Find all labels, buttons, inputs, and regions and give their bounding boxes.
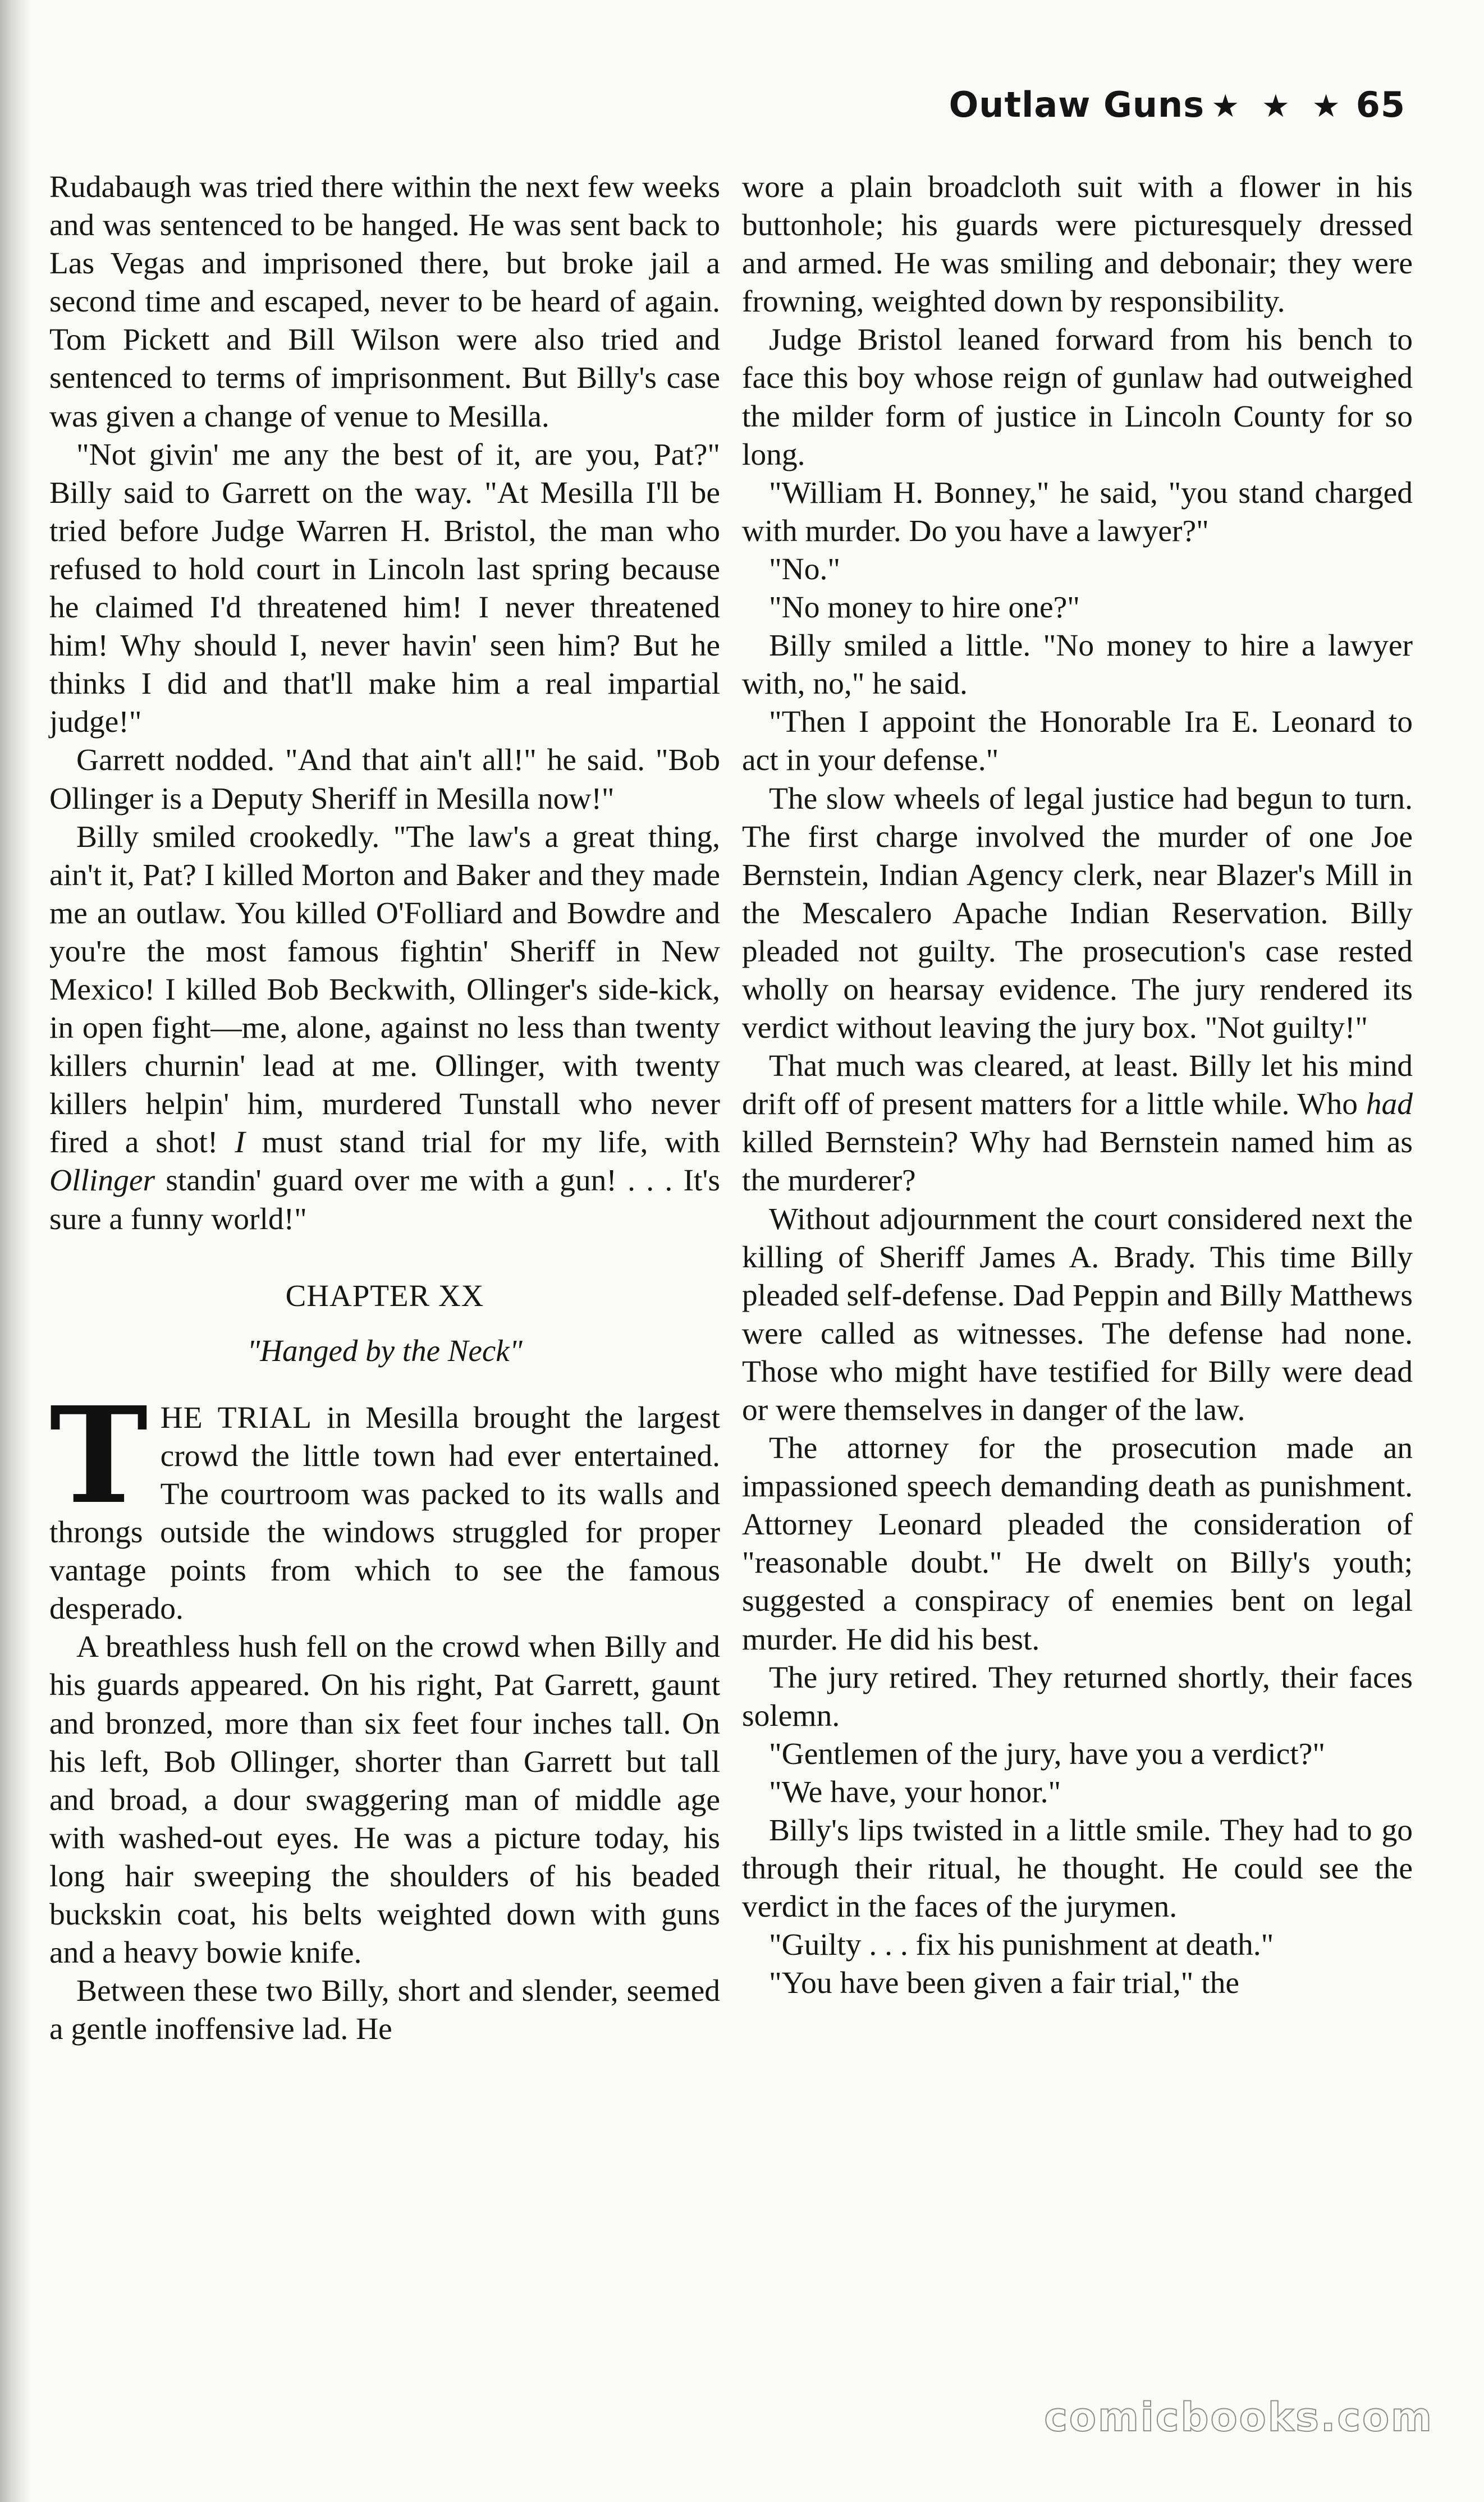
paragraph	[49, 818, 720, 1239]
scan-shadow-edge	[0, 0, 33, 2502]
paragraph: Judge Bristol leaned forward from his bench to face this boy whose reign of gunlaw had outweighed the milder form of justice in Lincoln County for so long.	[742, 323, 1413, 472]
paragraph: "We have, your honor."	[769, 1775, 1061, 1809]
paragraph: "William H. Bonney," he said, "you stand charged with murder. Do you have a lawyer?"	[742, 475, 1413, 548]
paragraph: Billy smiled a little. "No money to hire a lawyer with, no," he said.	[742, 629, 1413, 702]
paragraph: Rudabaugh was tried there within the next few weeks and was sentenced to be hanged. He was sent back to Las Vegas and imprisoned there, but broke jail a second time and escaped, never to be heard of again. Tom Pickett and Bill Wilson were also tried and sentenced to terms of imprisonment. But Billy's case was given a change of venue to Mesilla.	[49, 170, 720, 434]
header-title: Outlaw Guns	[949, 84, 1205, 125]
paragraph	[742, 1047, 1413, 1200]
text-run: killed Bernstein? Why had Bernstein named him as the murderer?	[742, 1125, 1413, 1198]
drop-cap-letter: T	[49, 1377, 148, 1533]
paragraph: "Gentlemen of the jury, have you a verdict?"	[769, 1736, 1326, 1771]
text-run: That much was cleared, at least. Billy let his mind drift off of present matters for a little while. Who	[742, 1049, 1413, 1122]
paragraph: "Then I appoint the Honorable Ira E. Leonard to act in your defense."	[742, 705, 1413, 778]
text-run: in Mesilla brought the largest crowd the little town had ever entertained. The courtroom was packed to its walls and throngs outside the windows struggled for proper vantage points from which to see the famous desperado.	[49, 1400, 720, 1626]
chapter-opening-paragraph	[49, 1377, 720, 1629]
running-header	[949, 84, 1405, 125]
text-run: Billy smiled crookedly. "The law's a great thing, ain't it, Pat? I killed Morton and Baker and they made me an outlaw. You killed O'Folliard and Bowdre and you're the most famous fightin' Sheriff in New Mexico! I killed Bob Beckwith, Ollinger's side-kick, in open fight—me, alone, against no less than twenty killers churnin' lead at me. Ollinger, with twenty killers helpin' him, murdered Tunstall who never fired a shot!	[49, 819, 720, 1160]
paragraph: A breathless hush fell on the crowd when Billy and his guards appeared. On his right, Pat Garrett, gaunt and bronzed, more than six feet four inches tall. On his left, Bob Ollinger, shorter than Garrett but tall and broad, a dour swaggering man of middle age with washed-out eyes. He was a picture today, his long hair sweeping the shoulders of his beaded buckskin coat, his belts weighted down with guns and a heavy bowie knife.	[49, 1630, 720, 1971]
paragraph: "You have been given a fair trial," the	[769, 1966, 1240, 2001]
right-column	[742, 168, 1413, 2003]
text-run: standin' guard over me with a gun! . . . It's sure a funny world!"	[49, 1163, 720, 1236]
emphasis-text: I	[235, 1125, 245, 1160]
paragraph: The slow wheels of legal justice had begun to turn. The first charge involved the murder of one Joe Bernstein, Indian Agency clerk, near Blazer's Mill in the Mescalero Apache Indian Reservation. Billy pleaded not guilty. The prosecution's case rested wholly on hearsay evidence. The jury rendered its verdict without leaving the jury box. "Not guilty!"	[742, 781, 1413, 1046]
paragraph: Billy's lips twisted in a little smile. They had to go through their ritual, he thought. He could see the verdict in the faces of the jurymen.	[742, 1813, 1413, 1924]
paragraph: Without adjournment the court considered next the killing of Sheriff James A. Brady. This time Billy pleaded self-defense. Dad Peppin and Billy Matthews were called as witnesses. The defense had none. Those who might have testified for Billy were dead or were themselves in danger of the law.	[742, 1202, 1413, 1427]
paragraph: The jury retired. They returned shortly, their faces solemn.	[742, 1660, 1413, 1733]
paragraph: "Not givin' me any the best of it, are you, Pat?" Billy said to Garrett on the way. "At Mesilla I'll be tried before Judge Warren H. Bristol, the man who refused to hold court in Lincoln last spring because he claimed I'd threatened him! I never threatened him! Why should I, never havin' seen him? But he thinks I did and that'll make him a real impartial judge!"	[49, 437, 720, 740]
emphasis-text: Ollinger	[49, 1163, 155, 1198]
paragraph: "Guilty . . . fix his punishment at death."	[769, 1928, 1274, 1963]
left-column	[49, 168, 720, 2049]
paragraph: Garrett nodded. "And that ain't all!" he said. "Bob Ollinger is a Deputy Sheriff in Mesilla now!"	[49, 743, 720, 816]
site-watermark: comicbooks.com	[1044, 2394, 1433, 2440]
text-run: must stand trial for my life, with	[245, 1125, 720, 1160]
chapter-title: CHAPTER XX	[285, 1278, 484, 1313]
paragraph: "No money to hire one?"	[769, 590, 1080, 625]
paragraph: wore a plain broadcloth suit with a flower in his buttonhole; his guards were picturesquely dressed and armed. He was smiling and debonair; they were frowning, weighted down by responsibility.	[742, 170, 1413, 319]
paragraph: The attorney for the prosecution made an impassioned speech demanding death as punishment. Attorney Leonard pleaded the consideration of "reasonable doubt." He dwelt on Billy's youth; suggested a conspiracy of enemies bent on legal murder. He did his best.	[742, 1431, 1413, 1657]
emphasis-text: had	[1366, 1087, 1413, 1122]
lead-in-caps: HE TRIAL	[160, 1400, 312, 1435]
paragraph: Between these two Billy, short and slender, seemed a gentle inoffensive lad. He	[49, 1974, 720, 2047]
paragraph: "No."	[769, 552, 841, 586]
page-number: 65	[1355, 84, 1405, 125]
chapter-subtitle: "Hanged by the Neck"	[247, 1333, 523, 1368]
header-stars-ornament: ★ ★ ★	[1211, 88, 1346, 125]
